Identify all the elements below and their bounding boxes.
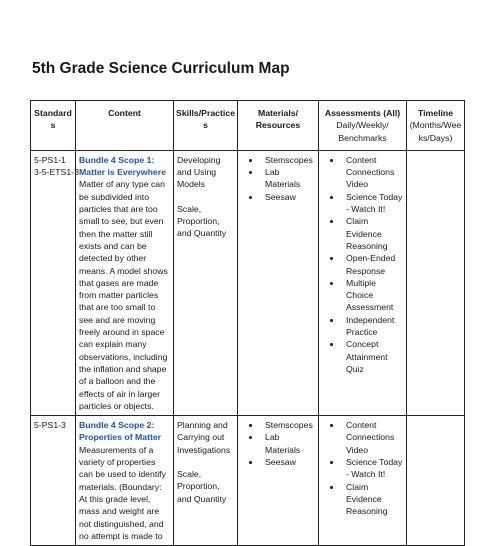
standards-cell xyxy=(31,416,76,546)
skill-item: Planning and Carrying out Investigations xyxy=(177,420,231,455)
standard-code: 5-PS1-1 xyxy=(34,154,66,165)
content-text: Matter of any type can be subdivided into particles that are too small to see, but even then the matter still exists and can be detected by other means. A model shows that gases are made from matter particles that are too small to see and are moving freely around in space can explain many observations, including the inflation and shape of a balloon and the effects of air in larger particles or objects. xyxy=(79,179,168,411)
header-timeline: Timeline (Months/Weeks/Days) xyxy=(407,101,465,151)
material-item: • Stemscopes xyxy=(261,154,315,166)
standards-cell xyxy=(31,150,79,415)
table-row xyxy=(31,416,465,546)
assessment-item: • Concept Attainment Quiz xyxy=(342,338,403,375)
skill-item: Scale, Proportion, and Quantity xyxy=(177,469,227,504)
material-item: • Seesaw xyxy=(261,191,315,203)
header-assessments: Assessments (All) Daily/Weekly/ Benchmarks xyxy=(319,101,407,151)
assessment-item: • Content Connections Video xyxy=(342,154,403,191)
assessments-list xyxy=(322,419,403,517)
header-materials: Materials/ Resources xyxy=(238,101,319,151)
skills-cell xyxy=(174,416,238,546)
curriculum-table xyxy=(30,100,465,546)
assessment-item: • Independent Practice xyxy=(342,314,403,339)
assessment-item: • Claim Evidence Reasoning xyxy=(342,215,403,252)
content-text: Measurements of a variety of properties can be used to identify materials. (Boundary: At this grade level, mass and weight are not distinguished, and no attempt is made to xyxy=(79,444,166,541)
skills-cell xyxy=(174,150,238,415)
assessment-item: • Science Today - Watch It! xyxy=(342,191,403,216)
assessment-item: • Multiple Choice Assessment xyxy=(342,277,403,314)
material-item: • Lab Materials xyxy=(261,431,315,456)
document-title: 5th Grade Science Curriculum Map xyxy=(32,60,290,77)
curriculum-table-frame xyxy=(30,100,464,541)
assessment-item: • Science Today - Watch It! xyxy=(342,456,403,481)
standard-code: 5-PS1-3 xyxy=(34,420,66,431)
content-cell xyxy=(76,416,174,546)
assessment-item: • Claim Evidence Reasoning xyxy=(342,481,403,518)
assessments-list xyxy=(322,154,403,375)
assessment-item: • Open-Ended Response xyxy=(342,252,403,277)
assessment-item: • Content Connections Video xyxy=(342,419,403,456)
header-content: Content xyxy=(76,101,174,151)
header-skills: Skills/Practices xyxy=(174,101,238,151)
header-standards: Standards xyxy=(31,101,76,151)
table-row xyxy=(31,150,465,415)
materials-cell xyxy=(238,150,319,415)
materials-list xyxy=(241,154,315,203)
materials-cell xyxy=(238,416,319,546)
material-item: • Lab Materials xyxy=(261,166,315,191)
skill-item: Developing and Using Models xyxy=(177,154,221,190)
bundle-title: Bundle 4 Scope 1: Matter is Everywhere xyxy=(79,154,166,178)
assessments-cell xyxy=(319,150,407,415)
material-item: • Seesaw xyxy=(261,456,315,468)
assessments-cell xyxy=(319,416,407,546)
timeline-cell xyxy=(407,416,465,546)
standard-code: 3-5-ETS1-3 xyxy=(34,167,79,178)
material-item: • Stemscopes xyxy=(261,419,315,431)
content-cell xyxy=(76,150,174,415)
skill-item: Scale, Proportion, and Quantity xyxy=(177,203,227,239)
header-row xyxy=(31,101,465,151)
materials-list xyxy=(241,419,315,468)
timeline-cell xyxy=(407,150,465,415)
bundle-title: Bundle 4 Scope 2: Properties of Matter xyxy=(79,420,162,443)
